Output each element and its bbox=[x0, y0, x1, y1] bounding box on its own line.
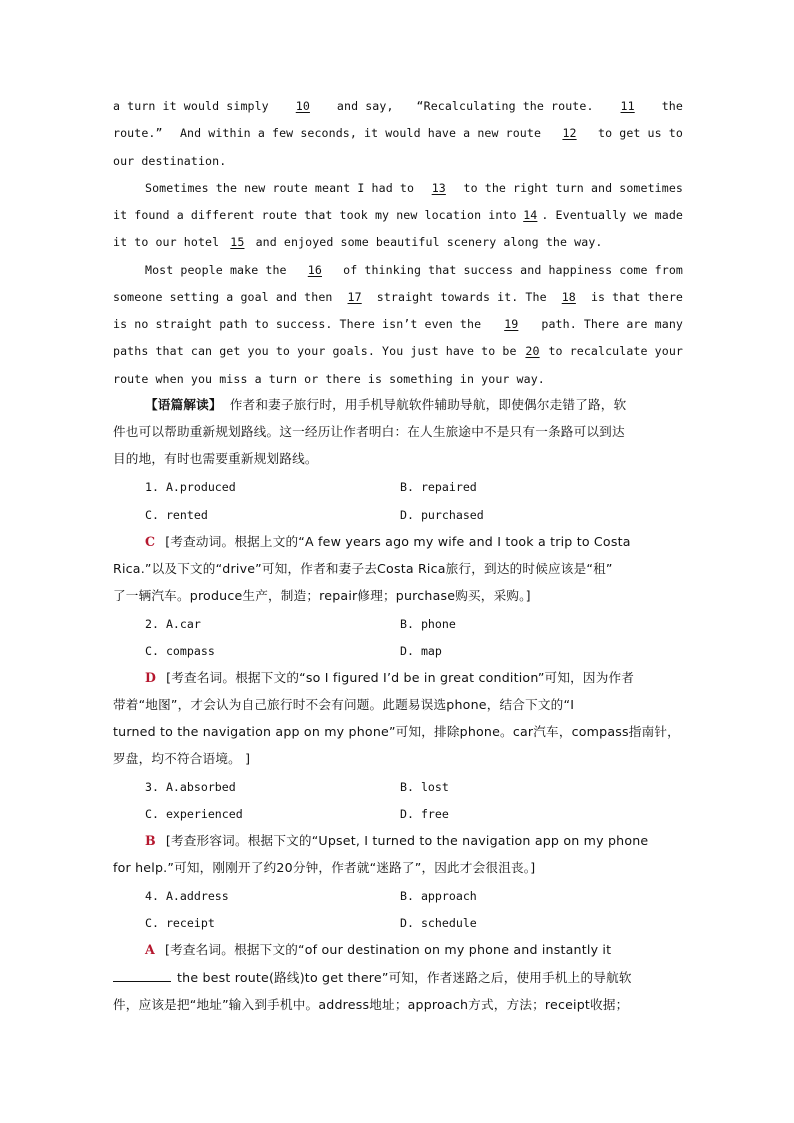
explanation-line: C [考查动词。根据上文的“A few years ago my wife and I took a trip to Costa bbox=[145, 534, 631, 549]
option-b: B. repaired bbox=[400, 480, 477, 494]
explanation-line: B [考查形容词。根据下文的“Upset, I turned to the navigation app on my phone bbox=[145, 833, 649, 848]
blank-16: 16 bbox=[307, 263, 322, 277]
option-c: C. rented bbox=[145, 508, 208, 522]
passage-line: our destination. bbox=[113, 154, 227, 168]
option-b: B. approach bbox=[400, 889, 477, 903]
explanation-line: turned to the navigation app on my phone”可知，排除phone。car汽车，compass指南针， bbox=[113, 724, 680, 739]
blank-15: 15 bbox=[230, 235, 245, 249]
reading-interpretation: 【语篇解读】 作者和妻子旅行时，用手机导航软件辅助导航，即使偶尔走错了路，软 bbox=[145, 397, 627, 412]
option-d: D. purchased bbox=[400, 508, 484, 522]
explanation-line: 件，应该是把“地址”输入到手机中。address地址；approach方式，方法；receipt收据； bbox=[113, 997, 629, 1012]
blank-11: 11 bbox=[620, 99, 635, 113]
option-a: 2. A.car bbox=[145, 617, 201, 631]
option-d: D. map bbox=[400, 644, 442, 658]
option-c: C. experienced bbox=[145, 807, 243, 821]
answer-letter: B bbox=[145, 833, 156, 848]
answer-letter: C bbox=[145, 534, 156, 549]
passage-line: Most people make the 16 of thinking that success and happiness come from bbox=[145, 263, 683, 277]
option-a: 3. A.absorbed bbox=[145, 780, 236, 794]
passage-line: route when you miss a turn or there is something in your way. bbox=[113, 372, 545, 386]
option-d: D. schedule bbox=[400, 916, 477, 930]
option-c: C. compass bbox=[145, 644, 215, 658]
passage-line: is no straight path to success. There isn’t even the 19 path. There are many bbox=[113, 317, 683, 331]
blank-17: 17 bbox=[347, 290, 362, 304]
explanation-line: the best route(路线)to get there”可知，作者迷路之后，使用手机上的导航软 bbox=[113, 970, 683, 986]
passage-line: someone setting a goal and then 17 straight towards it. The 18 is that there bbox=[113, 290, 683, 304]
option-d: D. free bbox=[400, 807, 449, 821]
passage-line: route.” And within a few seconds, it would have a new route 12 to get us to bbox=[113, 126, 683, 140]
explanation-line: D [考查名词。根据下文的“so I figured I’d be in great condition”可知，因为作者 bbox=[145, 670, 635, 685]
reading-line: 件也可以帮助重新规划路线。这一经历让作者明白：在人生旅途中不是只有一条路可以到达 bbox=[113, 424, 625, 439]
option-a: 1. A.produced bbox=[145, 480, 236, 494]
explanation-line: A [考查名词。根据下文的“of our destination on my phone and instantly it bbox=[145, 942, 612, 957]
reading-line: 目的地，有时也需要重新规划路线。 bbox=[113, 451, 318, 466]
option-b: B. lost bbox=[400, 780, 449, 794]
blank-19: 19 bbox=[504, 317, 519, 331]
explanation-line: 了一辆汽车。produce生产，制造；repair修理；purchase购买，采购。] bbox=[113, 588, 531, 603]
passage-line: a turn it would simply 10 and say, “Recalculating the route. 11 the bbox=[113, 99, 683, 113]
explanation-line: 带着“地图”，才会认为自己旅行时不会有问题。此题易误选phone，结合下文的“I bbox=[113, 697, 575, 712]
blank-12: 12 bbox=[562, 126, 577, 140]
passage-line: paths that can get you to your goals. You just have to be 20 to recalculate your bbox=[113, 344, 683, 358]
answer-letter: A bbox=[145, 942, 155, 957]
reading-tag: 【语篇解读】 bbox=[145, 397, 222, 412]
passage-line: Sometimes the new route meant I had to 13 to the right turn and sometimes bbox=[145, 181, 683, 195]
blank-18: 18 bbox=[561, 290, 576, 304]
option-b: B. phone bbox=[400, 617, 456, 631]
explanation-line: Rica.”以及下文的“drive”可知，作者和妻子去Costa Rica旅行，到达的时候应该是“租” bbox=[113, 561, 613, 576]
option-a: 4. A.address bbox=[145, 889, 229, 903]
blank-10: 10 bbox=[295, 99, 310, 113]
passage-line: it to our hotel 15 and enjoyed some beautiful scenery along the way. bbox=[113, 235, 603, 249]
passage-line: it found a different route that took my new location into 14 . Eventually we made bbox=[113, 208, 683, 222]
explanation-line: 罗盘，均不符合语境。 ] bbox=[113, 751, 251, 766]
option-c: C. receipt bbox=[145, 916, 215, 930]
blank-13: 13 bbox=[431, 181, 446, 195]
answer-letter: D bbox=[145, 670, 157, 685]
blank-14: 14 bbox=[523, 208, 538, 222]
blank-20: 20 bbox=[525, 344, 540, 358]
answer-blank bbox=[113, 970, 171, 982]
explanation-line: for help.”可知，刚刚开了约20分钟，作者就“迷路了”，因此才会很沮丧。] bbox=[113, 860, 536, 875]
